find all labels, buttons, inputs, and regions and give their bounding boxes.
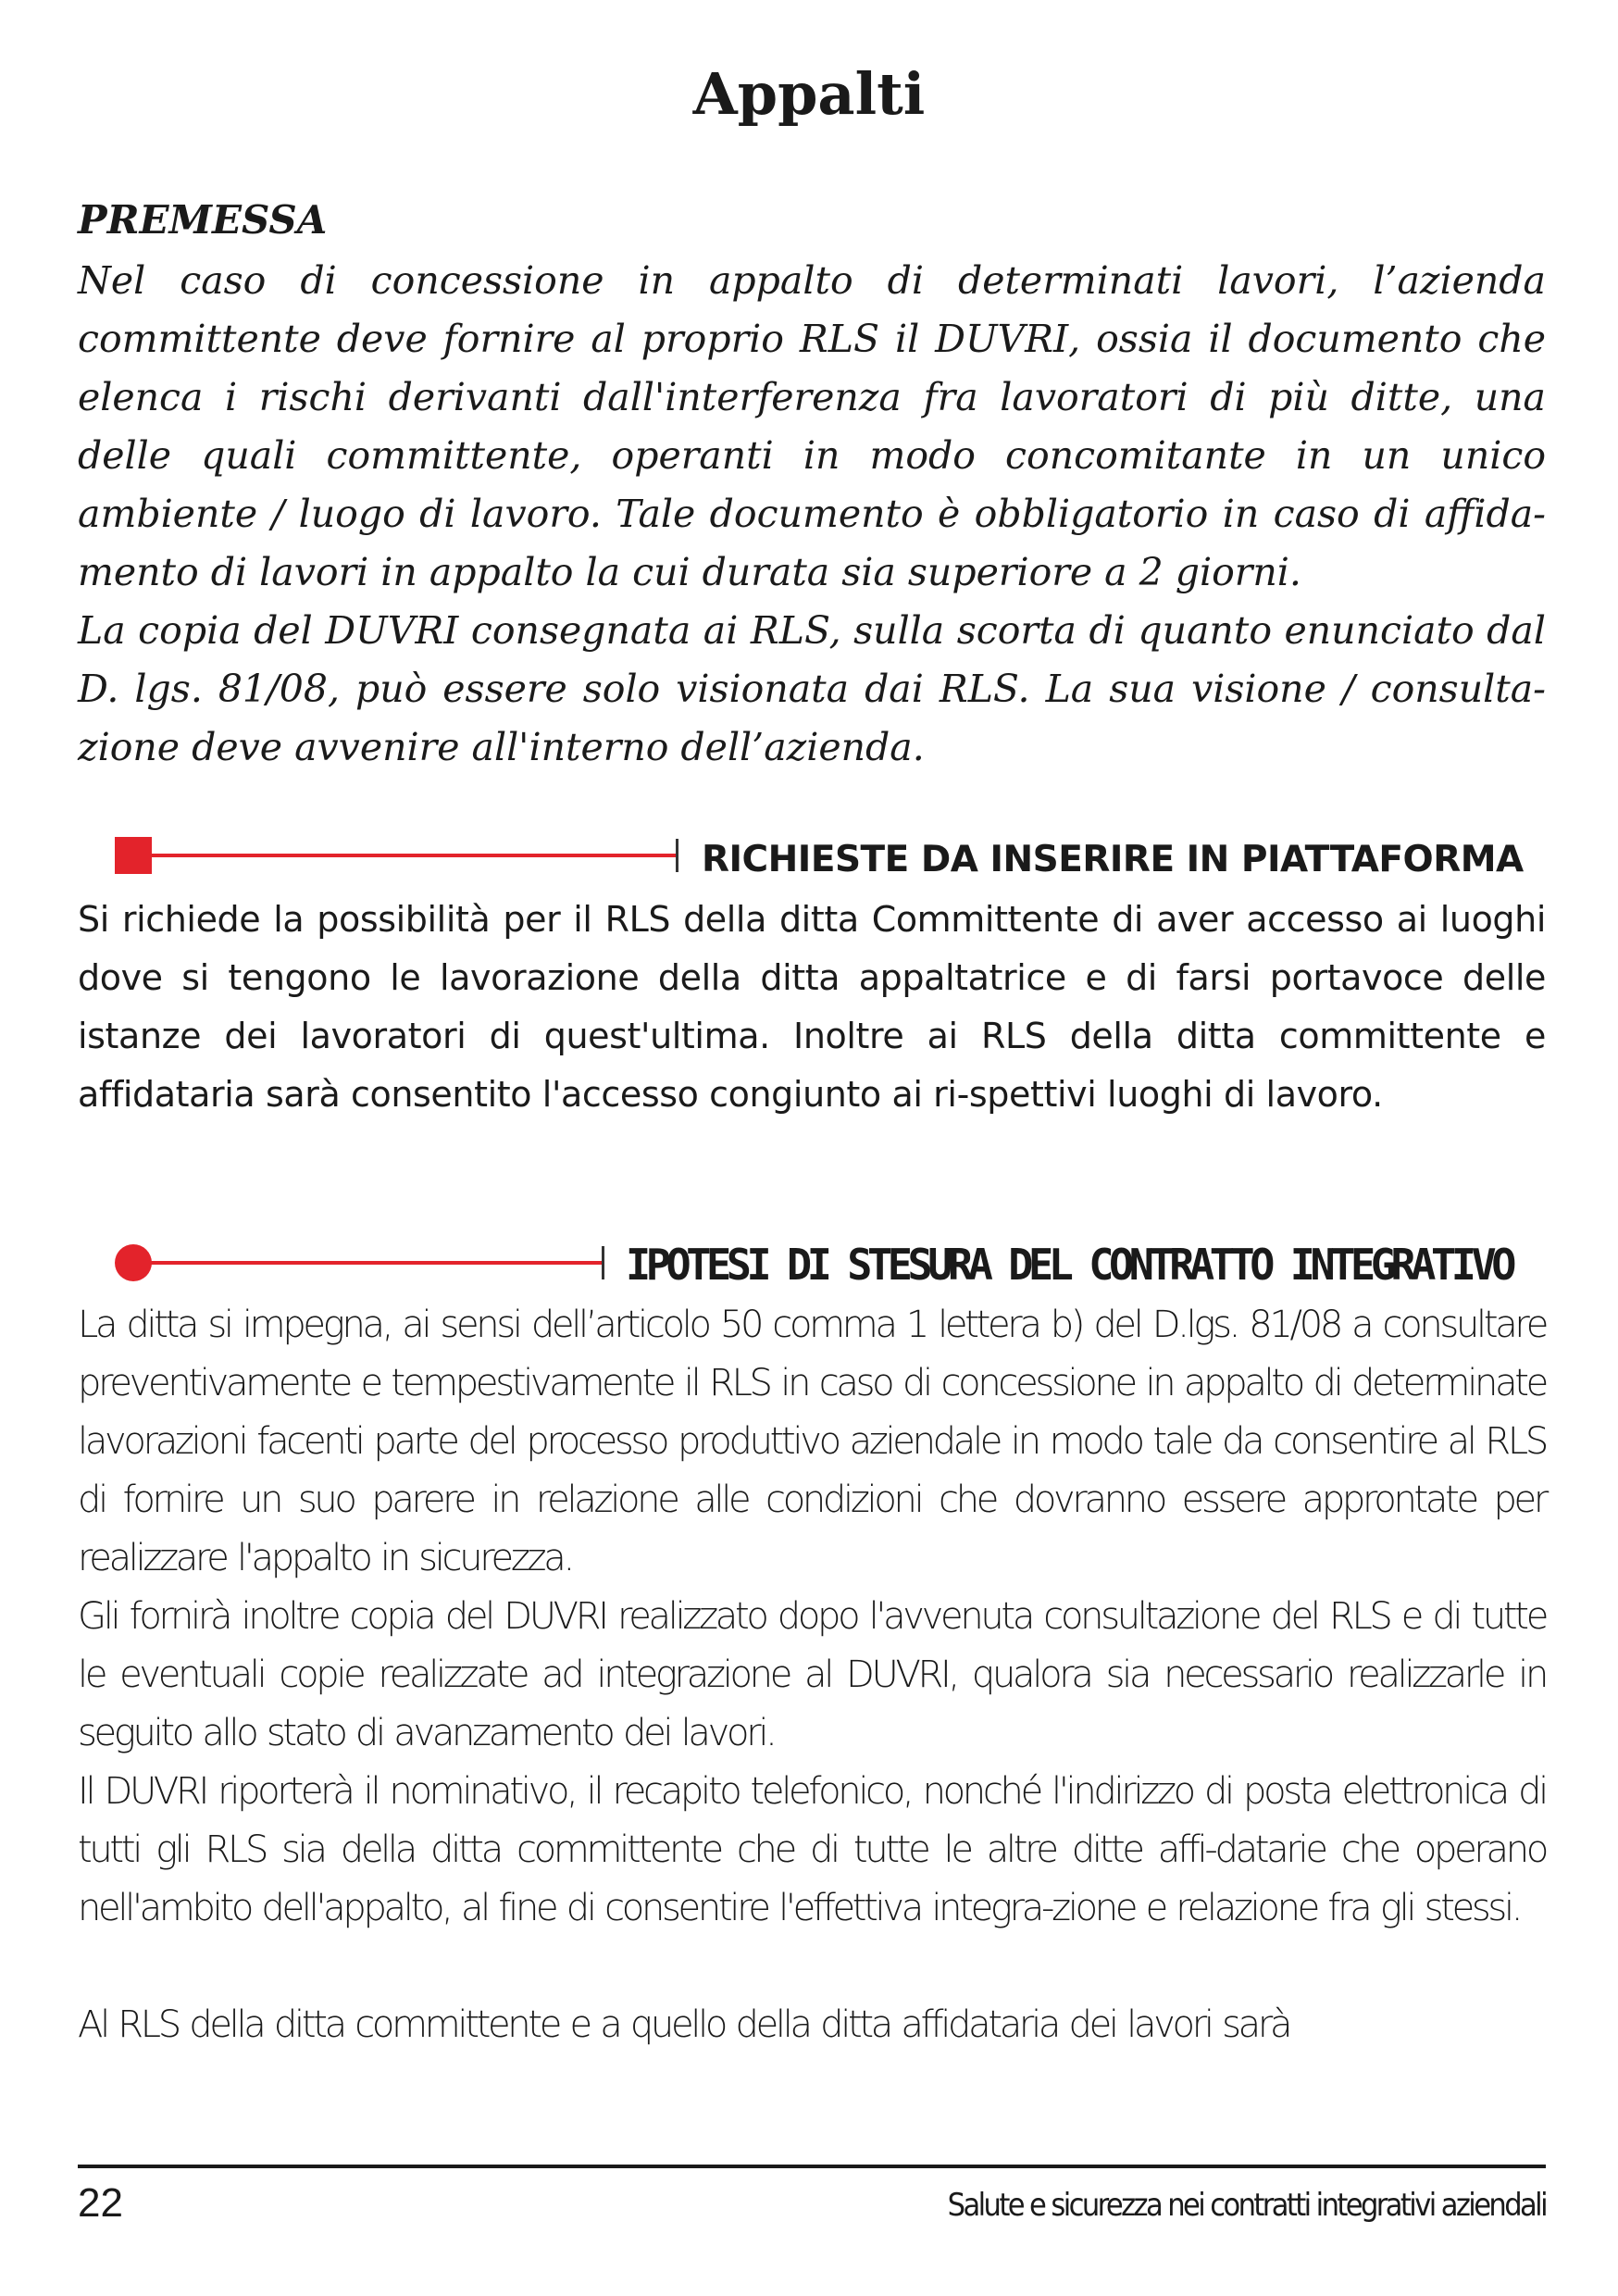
section-divider-circle — [115, 1244, 605, 1281]
richieste-section — [78, 891, 1546, 1124]
page-number: 22 — [78, 2180, 123, 2226]
richieste-heading: RICHIESTE DA INSERIRE IN PIATTAFORMA — [702, 839, 1524, 880]
ipotesi-paragraph: Al RLS della ditta committente e a quello della ditta affidataria dei lavori sarà — [78, 2003, 1290, 2046]
page-title: Appalti — [692, 60, 926, 128]
divider-line — [152, 854, 678, 857]
ipotesi-paragraph: Il DUVRI riporterà il nominativo, il recapito telefonico, nonché l'indirizzo di posta elettronica di tutti gli RLS sia della ditta committente che di tutte le altre ditte affi-datarie che operano nell'ambito dell'appalto, al fine di consentire l'effettiva integra-zione e relazione fra gli stessi. — [78, 1770, 1546, 1929]
ipotesi-section — [78, 1296, 1546, 2054]
premessa-paragraph: La copia del DUVRI consegnata ai RLS, sulla scorta di quanto enunciato dal D. lgs. 81/08, può essere solo visionata dai RLS. La sua visione / consulta-zione deve avvenire all'interno dell’azienda. — [78, 608, 1546, 769]
square-marker-icon — [115, 837, 152, 874]
circle-marker-icon — [115, 1244, 152, 1281]
footer-rule — [78, 2165, 1546, 2168]
ipotesi-heading: IPOTESI DI STESURA DEL CONTRATTO INTEGRATIVO — [626, 1240, 1512, 1290]
premessa-paragraph: Nel caso di concessione in appalto di determinati lavori, l’azienda committente deve fornire al proprio RLS il DUVRI, ossia il documento che elenca i rischi derivanti dall'interferenza fra lavoratori di più ditte, una delle quali committente, operanti in modo concomitante in un unico ambiente / luogo di lavoro. Tale documento è obbligatorio in caso di affida-mento di lavori in appalto la cui durata sia superiore a 2 giorni. — [78, 258, 1546, 594]
premessa-heading: PREMESSA — [78, 197, 328, 243]
divider-line — [148, 1261, 604, 1265]
footer-publication-title: Salute e sicurezza nei contratti integrativi aziendali — [947, 2187, 1546, 2224]
divider-end-tick — [602, 1246, 604, 1279]
ipotesi-paragraph: Gli fornirà inoltre copia del DUVRI realizzato dopo l'avvenuta consultazione del RLS e di tutte le eventuali copie realizzate ad integrazione al DUVRI, qualora sia necessario realizzarle in seguito allo stato di avanzamento dei lavori. — [78, 1595, 1546, 1754]
ipotesi-paragraph: La ditta si impegna, ai sensi dell’articolo 50 comma 1 lettera b) del D.lgs. 81/08 a consultare preventivamente e tempestivamente il RLS in caso di concessione in appalto di determinate lavorazioni facenti parte del processo produttivo aziendale in modo tale da consentire al RLS di fornire un suo parere in relazione alle condizioni che dovranno essere approntate per realizzare l'appalto in sicurezza. — [78, 1304, 1546, 1579]
divider-end-tick — [676, 839, 678, 872]
richieste-paragraph: Si richiede la possibilità per il RLS della ditta Committente di aver accesso ai luoghi dove si tengono le lavorazione della ditta appaltatrice e di farsi portavoce delle istanze dei lavoratori di quest'ultima. Inoltre ai RLS della ditta committente e affidataria sarà consentito l'accesso congiunto ai ri-spettivi luoghi di lavoro. — [78, 899, 1546, 1115]
premessa-section — [78, 252, 1546, 777]
section-divider-square — [115, 837, 679, 874]
